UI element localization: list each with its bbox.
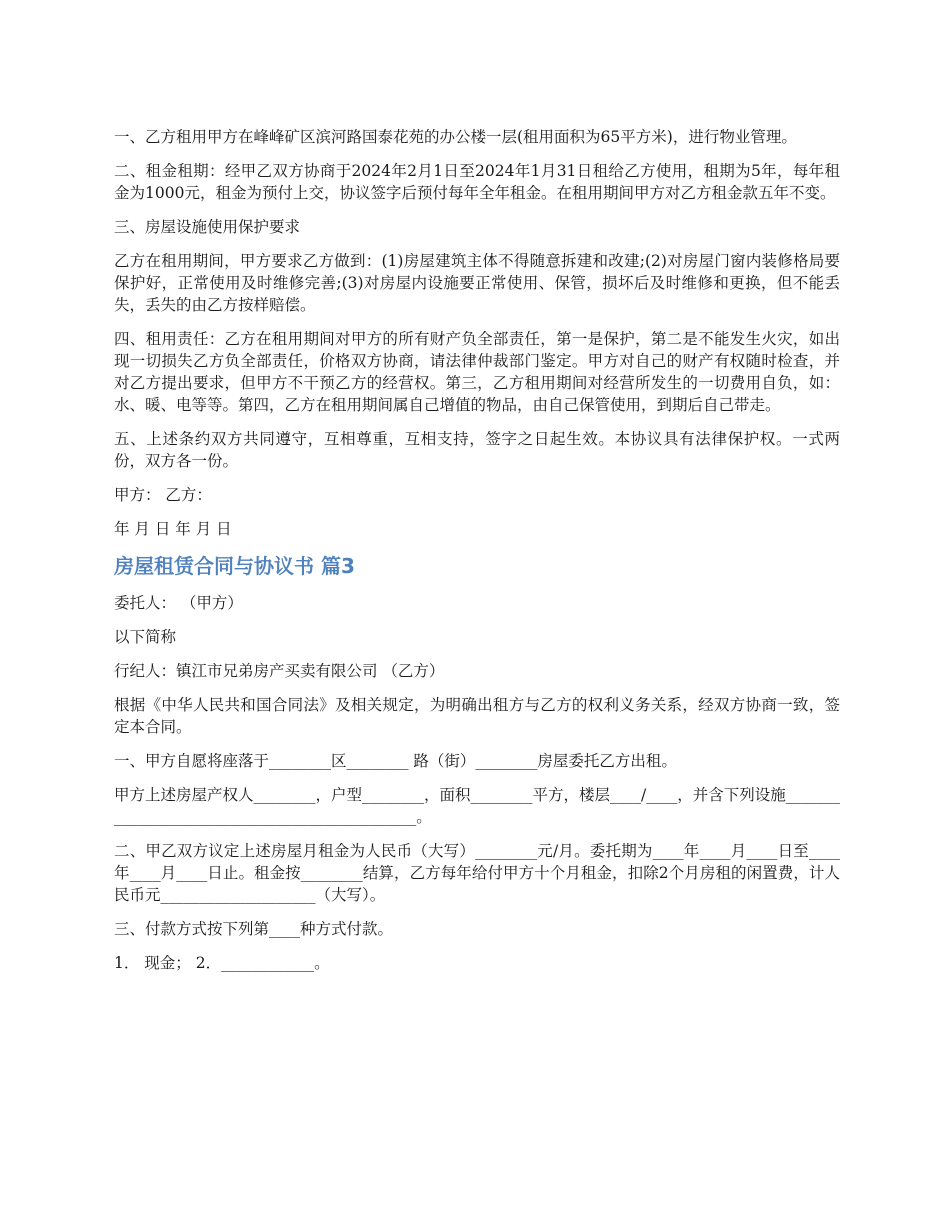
- clause-1: 一、乙方租用甲方在峰峰矿区滨河路国泰花苑的办公楼一层(租用面积为65平方米)，进行物业管理。: [114, 128, 797, 146]
- article-1-location: 一、甲方自愿将座落于________区________ 路（街）________房屋委托乙方出租。: [114, 752, 677, 770]
- clause-5-effect: 五、上述条约双方共同遵守，互相尊重，互相支持，签字之日起生效。本协议具有法律保护权。一式两份，双方各一份。: [114, 430, 840, 470]
- clause-3-body: 乙方在租用期间，甲方要求乙方做到：(1)房屋建筑主体不得随意拆建和改建;(2)对房屋门窗内装修格局要保护好，正常使用及时维修完善;(3)对房屋内设施要正常使用、保管，损坏后及时维修和更换，但不能丢失，丢失的由乙方按样赔偿。: [114, 252, 840, 314]
- preamble: 根据《中华人民共和国合同法》及相关规定，为明确出租方与乙方的权利义务关系，经双方协商一致，签定本合同。: [114, 696, 840, 736]
- agent-line: 行纪人：镇江市兄弟房产买卖有限公司 （乙方）: [114, 662, 445, 680]
- article-2-rent: 二、甲乙双方议定上述房屋月租金为人民币（大写）________元/月。委托期为____年____月____日至____年____月____日止。租金按________结算，乙方每年给付甲方十个月租金，扣除2个月房租的闲置费，计人民币元____________________（大写）。: [114, 842, 840, 904]
- date-line: 年 月 日 年 月 日: [114, 520, 232, 538]
- clause-3-title: 三、房屋设施使用保护要求: [114, 218, 301, 236]
- article-1-details: 甲方上述房屋产权人________，户型________，面积________平方，楼层____/____，并含下列设施______________________________________________。: [114, 786, 840, 826]
- signature-line: 甲方： 乙方：: [114, 486, 212, 504]
- clause-2-rent-term: 二、租金租期：经甲乙双方协商于2024年2月1日至2024年1月31日租给乙方使用，租期为5年，每年租金为1000元，租金为预付上交，协议签字后预付每年全年租金。在租用期间甲方对乙方租金款五年不变。: [114, 162, 840, 202]
- document-page: [114, 126, 840, 986]
- principal-line: 委托人： （甲方）: [114, 594, 243, 612]
- section-title: 房屋租赁合同与协议书 篇3: [114, 554, 355, 578]
- article-3-payment: 三、付款方式按下列第____种方式付款。: [114, 920, 394, 938]
- payment-options: 1． 现金； 2．____________。: [114, 954, 330, 972]
- clause-4-responsibility: 四、租用责任：乙方在租用期间对甲方的所有财产负全部责任，第一是保护，第二是不能发生火灾，如出现一切损失乙方负全部责任，价格双方协商，请法律仲裁部门鉴定。甲方对自己的财产有权随时检查，并对乙方提出要求，但甲方不干预乙方的经营权。第三，乙方租用期间对经营所发生的一切费用自负，如：水、暖、电等等。第四，乙方在租用期间属自己增值的物品，由自己保管使用，到期后自己带走。: [114, 330, 840, 414]
- abbreviation-line: 以下简称: [114, 628, 177, 646]
